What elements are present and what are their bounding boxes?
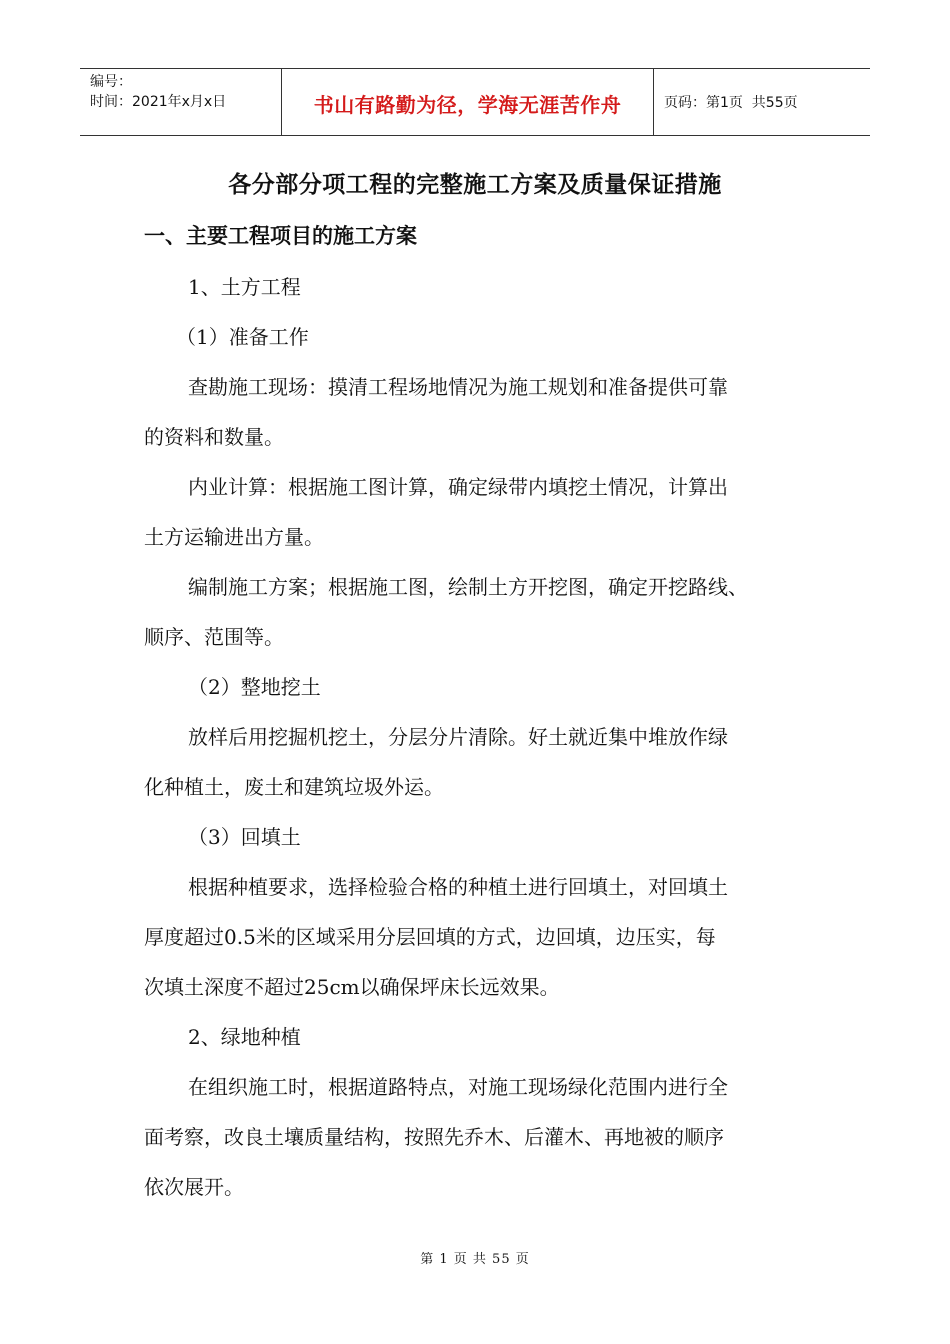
header-meta-cell xyxy=(80,69,282,135)
subheading-preparation: （1）准备工作 xyxy=(176,325,309,349)
paragraph-line: 土方运输进出方量。 xyxy=(144,525,324,549)
page-info: 页码：第1页 共55页 xyxy=(664,95,798,111)
subheading-planting: 2、绿地种植 xyxy=(188,1025,301,1049)
paragraph-line: 编制施工方案；根据施工图，绘制土方开挖图，确定开挖路线、 xyxy=(188,575,748,599)
header-motto-cell xyxy=(282,69,654,135)
paragraph-line: 放样后用挖掘机挖土，分层分片清除。好土就近集中堆放作绿 xyxy=(188,725,728,749)
paragraph-line: 根据种植要求，选择检验合格的种植土进行回填土，对回填土 xyxy=(188,875,728,899)
paragraph-line: 的资料和数量。 xyxy=(144,425,284,449)
header-table xyxy=(80,68,870,136)
doc-time-label: 时间：2021年x月x日 xyxy=(90,94,227,110)
paragraph-line: 依次展开。 xyxy=(144,1175,244,1199)
paragraph-line: 化种植土，废土和建筑垃圾外运。 xyxy=(144,775,444,799)
header-page-cell xyxy=(654,69,870,135)
paragraph-line: 面考察，改良土壤质量结构，按照先乔木、后灌木、再地被的顺序 xyxy=(144,1125,724,1149)
paragraph-line: 内业计算：根据施工图计算，确定绿带内填挖土情况，计算出 xyxy=(188,475,728,499)
document-title: 各分部分项工程的完整施工方案及质量保证措施 xyxy=(228,172,722,198)
subheading-backfill: （3）回填土 xyxy=(188,825,301,849)
motto-text: 书山有路勤为径，学海无涯苦作舟 xyxy=(313,92,622,117)
subheading-grading: （2）整地挖土 xyxy=(188,675,321,699)
doc-number-label: 编号： xyxy=(90,74,132,90)
paragraph-line: 顺序、范围等。 xyxy=(144,625,284,649)
section-heading: 一、主要工程项目的施工方案 xyxy=(144,224,417,248)
paragraph-line: 在组织施工时，根据道路特点，对施工现场绿化范围内进行全 xyxy=(188,1075,728,1099)
page-footer: 第 1 页 共 55 页 xyxy=(420,1252,530,1267)
document-body xyxy=(144,262,824,1212)
paragraph-line: 厚度超过0.5米的区域采用分层回填的方式，边回填，边压实，每 xyxy=(144,925,716,949)
paragraph-line: 次填土深度不超过25cm以确保坪床长远效果。 xyxy=(144,975,560,999)
subheading-earthwork: 1、土方工程 xyxy=(188,275,301,299)
paragraph-line: 查勘施工现场：摸清工程场地情况为施工规划和准备提供可靠 xyxy=(188,375,728,399)
